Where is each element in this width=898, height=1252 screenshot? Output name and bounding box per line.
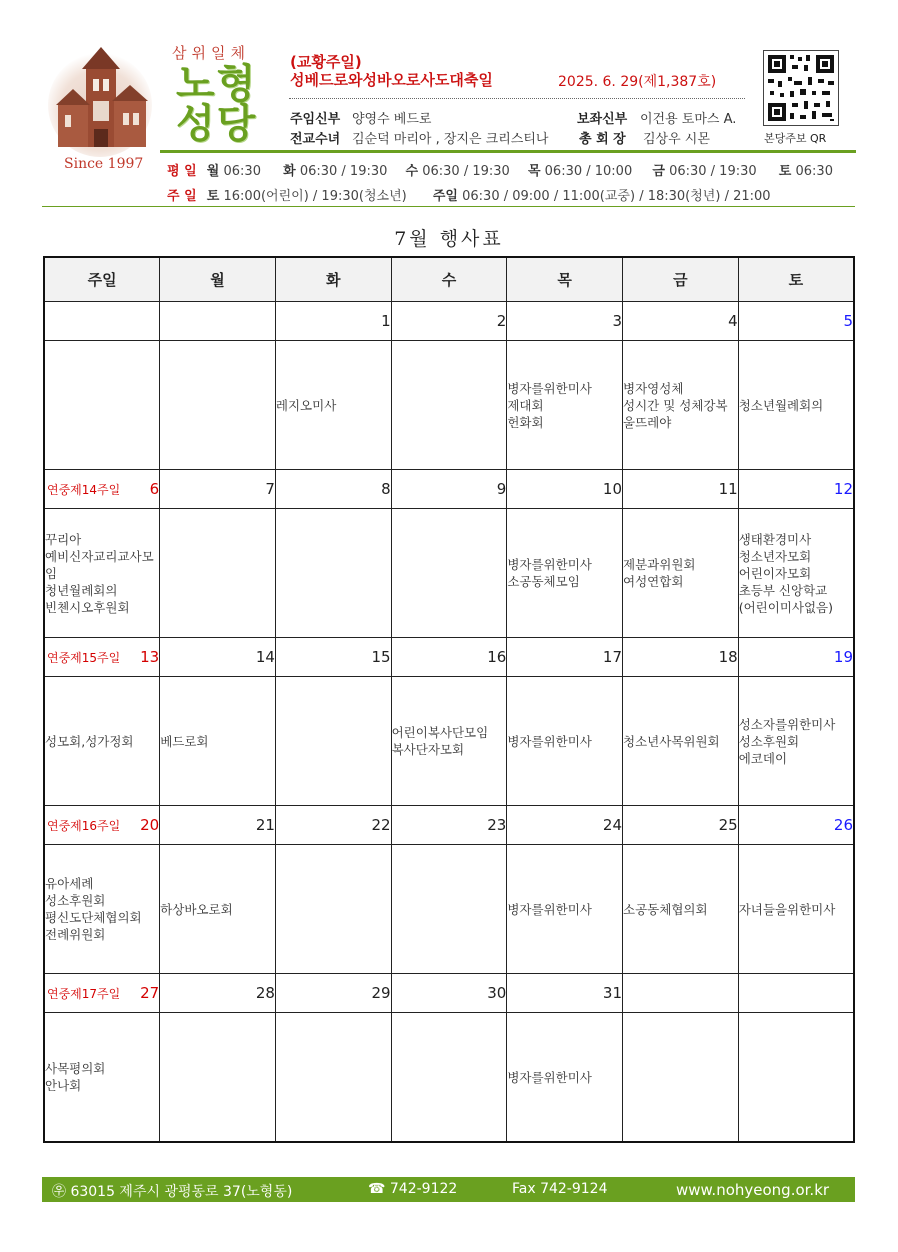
date-cell: 29 [275, 974, 391, 1013]
header-green-bar [160, 150, 856, 153]
week-date-row [44, 806, 854, 845]
event-cell [160, 341, 276, 470]
page-title: 7월 행사표 [394, 228, 504, 250]
date-cell: 8 [275, 470, 391, 509]
date-cell [623, 974, 739, 1013]
date-number: 20 [140, 816, 160, 834]
week-date-row [44, 638, 854, 677]
week-events-row [44, 1013, 854, 1143]
president-label: 총 회 장 [579, 132, 626, 147]
event-cell: 유아세례 성소후원회 평신도단체협의회 전례위원회 [44, 845, 160, 974]
event-cell [275, 845, 391, 974]
event-cell: 사목평의회 안나회 [44, 1013, 160, 1143]
date-cell: 26 [738, 806, 854, 845]
event-cell [275, 509, 391, 638]
header-divider [289, 98, 745, 99]
event-cell: 병자를위한미사 [507, 1013, 623, 1143]
pastor-name: 양영수 베드로 [352, 112, 432, 127]
event-cell: 성소자를위한미사 성소후원회 에코데이 [738, 677, 854, 806]
motto: 삼위일체 [172, 44, 250, 62]
date-cell: 19 [738, 638, 854, 677]
qr-code-icon[interactable] [763, 50, 839, 126]
date-cell [738, 974, 854, 1013]
event-cell: 병자를위한미사 [507, 677, 623, 806]
sisters-names: 김순덕 마리아 , 장지은 크리스티나 [352, 132, 549, 147]
date-number: 6 [149, 480, 160, 498]
event-cell: 생태환경미사 청소년자모회 어린이자모회 초등부 신앙학교 (어린이미사없음) [738, 509, 854, 638]
event-cell: 하상바오로회 [160, 845, 276, 974]
footer-fax: Fax 742-9124 [512, 1181, 608, 1197]
date-cell: 15 [275, 638, 391, 677]
sunday-label: 주 일 [167, 189, 197, 204]
event-cell: 자녀들을위한미사 [738, 845, 854, 974]
schedule-divider [42, 206, 855, 207]
sunday-liturgy-label: 연중제14주일 [47, 482, 121, 497]
church-illustration [48, 45, 153, 157]
header-monday: 월 [160, 257, 276, 302]
footer-website-link[interactable]: www.nohyeong.or.kr [676, 1181, 830, 1199]
header-saturday: 토 [738, 257, 854, 302]
date-cell: 4 [623, 302, 739, 341]
event-cell: 제분과위원회 여성연합회 [623, 509, 739, 638]
date-cell: 21 [160, 806, 276, 845]
date-cell [44, 806, 160, 845]
event-cell [738, 1013, 854, 1143]
date-cell: 11 [623, 470, 739, 509]
event-cell [391, 845, 507, 974]
date-cell: 28 [160, 974, 276, 1013]
week-date-row [44, 302, 854, 341]
president-name: 김상우 시몬 [643, 132, 710, 147]
event-cell [160, 1013, 276, 1143]
event-cell [44, 341, 160, 470]
date-cell: 25 [623, 806, 739, 845]
date-cell: 10 [507, 470, 623, 509]
week-date-row [44, 974, 854, 1013]
feast-title: 성베드로와성바오로사도대축일 [290, 71, 493, 89]
footer-bar [42, 1177, 855, 1202]
event-cell: 소공동체협의회 [623, 845, 739, 974]
date-cell: 31 [507, 974, 623, 1013]
date-cell [44, 302, 160, 341]
header-wednesday: 수 [391, 257, 507, 302]
date-cell: 12 [738, 470, 854, 509]
calendar-header-row [44, 257, 854, 302]
date-cell [44, 974, 160, 1013]
event-cell: 어린이복사단모임 복사단자모회 [391, 677, 507, 806]
date-cell: 9 [391, 470, 507, 509]
date-cell [44, 470, 160, 509]
event-cell: 레지오미사 [275, 341, 391, 470]
date-cell: 24 [507, 806, 623, 845]
event-cell: 병자를위한미사 소공동체모임 [507, 509, 623, 638]
header-friday: 금 [623, 257, 739, 302]
sunday-liturgy-label: 연중제16주일 [47, 818, 121, 833]
event-calendar [43, 256, 855, 1143]
issue-date: 2025. 6. 29(제1,387호) [558, 74, 717, 90]
date-cell [160, 302, 276, 341]
date-cell [44, 638, 160, 677]
event-cell [623, 1013, 739, 1143]
date-number: 13 [140, 648, 160, 666]
sunday-liturgy-label: 연중제15주일 [47, 650, 121, 665]
date-cell: 1 [275, 302, 391, 341]
header-tuesday: 화 [275, 257, 391, 302]
event-cell: 성모회,성가정회 [44, 677, 160, 806]
date-cell: 5 [738, 302, 854, 341]
event-cell: 꾸리아 예비신자교리교사모임 청년월례회의 빈첸시오후원회 [44, 509, 160, 638]
date-cell: 30 [391, 974, 507, 1013]
event-cell: 병자를위한미사 제대회 헌화회 [507, 341, 623, 470]
date-cell: 14 [160, 638, 276, 677]
event-cell: 베드로회 [160, 677, 276, 806]
weekday-schedule: 평 일 월 06:30 화 06:30 / 19:30 수 06:30 / 19:30 목 06:30 / 10:00 금 06:30 / 19:30 토 06:30 [167, 164, 833, 179]
event-cell [391, 509, 507, 638]
week-events-row [44, 341, 854, 470]
feast-subtitle: (교황주일) [290, 53, 362, 71]
date-cell: 17 [507, 638, 623, 677]
date-cell: 22 [275, 806, 391, 845]
footer-address: ㉾ 63015 제주시 광평동로 37(노형동) [52, 1184, 293, 1200]
event-cell: 병자영성체 성시간 및 성체강복 울뜨레야 [623, 341, 739, 470]
since-year: Since 1997 [64, 156, 144, 172]
week-events-row [44, 509, 854, 638]
event-cell [160, 509, 276, 638]
date-cell: 3 [507, 302, 623, 341]
event-cell [275, 1013, 391, 1143]
header-thursday: 목 [507, 257, 623, 302]
event-cell [391, 341, 507, 470]
pastor-label: 주임신부 [290, 112, 341, 127]
church-name-line2: 성당 [176, 101, 258, 147]
event-cell: 청소년사목위원회 [623, 677, 739, 806]
date-cell: 7 [160, 470, 276, 509]
qr-label: 본당주보 QR [764, 132, 827, 145]
event-cell [391, 1013, 507, 1143]
date-cell: 23 [391, 806, 507, 845]
date-cell: 16 [391, 638, 507, 677]
sunday-liturgy-label: 연중제17주일 [47, 986, 121, 1001]
event-cell: 청소년월례회의 [738, 341, 854, 470]
assistant-name: 이건용 토마스 A. [640, 112, 737, 127]
date-number: 27 [140, 984, 160, 1002]
event-cell: 병자를위한미사 [507, 845, 623, 974]
sisters-label: 전교수녀 [290, 132, 341, 147]
event-cell [275, 677, 391, 806]
week-events-row [44, 677, 854, 806]
week-events-row [44, 845, 854, 974]
sunday-schedule: 주 일 토 16:00(어린이) / 19:30(청소년) 주일 06:30 / 09:00 / 11:00(교중) / 18:30(청년) / 21:00 [167, 189, 771, 204]
week-date-row [44, 470, 854, 509]
header-sunday: 주일 [44, 257, 160, 302]
footer-phone: ☎ 742-9122 [368, 1181, 458, 1197]
church-name-line1: 노형 [176, 61, 258, 107]
weekday-label: 평 일 [167, 164, 197, 179]
date-cell: 18 [623, 638, 739, 677]
assistant-label: 보좌신부 [577, 112, 628, 127]
date-cell: 2 [391, 302, 507, 341]
